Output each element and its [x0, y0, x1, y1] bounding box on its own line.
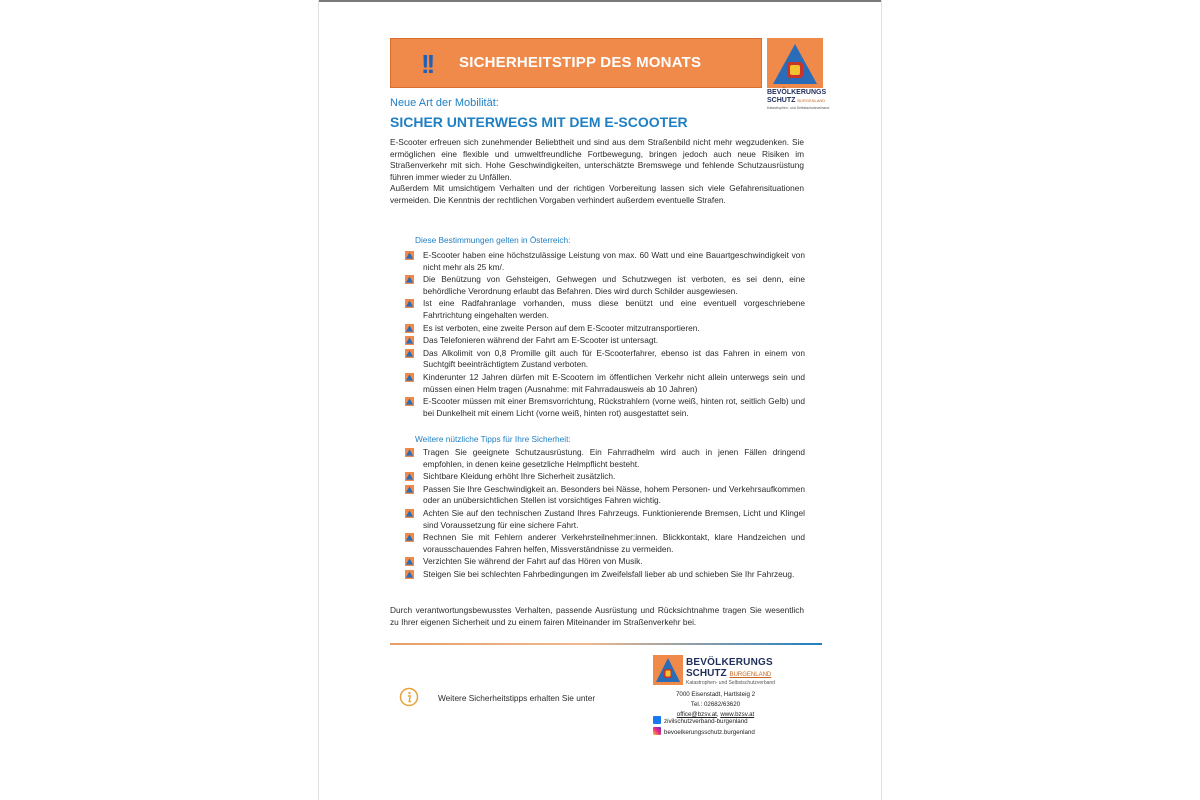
footer-logo-region: BURGENLAND	[729, 672, 772, 678]
facebook-handle: zivilschutzverband-burgenland	[664, 718, 748, 725]
triangle-bullet-icon	[405, 336, 414, 345]
list-item	[405, 298, 805, 321]
page-right-edge	[881, 0, 882, 800]
list-item	[405, 396, 805, 419]
logo-region: BURGENLAND	[797, 98, 826, 103]
footer-info-text: Weitere Sicherheitstipps erhalten Sie unter	[438, 693, 596, 703]
logo-line-2	[767, 97, 825, 104]
list-item	[405, 532, 805, 555]
list-item-text: E-Scooter haben eine höchstzulässige Leistung von max. 60 Watt und eine Bauartgeschwindigkeit von nicht mehr als 25 km/.	[423, 250, 805, 272]
tips-list	[405, 447, 805, 582]
list-item-text: Das Alkolimit von 0,8 Promille gilt auch für E-Scooterfahrer, ebenso ist das Fahren in einem von Suchtgift beeinträchtigtem Zustand verboten.	[423, 347, 805, 370]
instagram-handle: bevoelkerungsschutz.burgenland	[664, 729, 755, 736]
triangle-bullet-icon	[405, 251, 414, 260]
page-title: SICHER UNTERWEGS MIT DEM E-SCOOTER	[390, 114, 688, 130]
list-item	[405, 372, 805, 395]
section-title-tips: Weitere nützliche Tipps für Ihre Sicherheit:	[415, 434, 571, 444]
regulations-list	[405, 250, 805, 420]
list-item	[405, 250, 805, 273]
header-banner	[390, 38, 762, 88]
footer-logo-emblem	[653, 655, 683, 685]
triangle-emblem-icon	[653, 655, 683, 685]
organization-logo	[767, 38, 830, 118]
footer-instagram[interactable]	[653, 727, 755, 736]
kicker-text: Neue Art der Mobilität:	[390, 97, 499, 109]
list-item-text: Das Telefonieren während der Fahrt am E-Scooter ist untersagt.	[423, 335, 659, 346]
footer-email-link[interactable]: office@bzsv.at	[676, 711, 717, 718]
footer-logo-subline: Katastrophen- und Selbstschutzverband	[686, 680, 775, 686]
instagram-icon	[653, 727, 661, 735]
page-left-edge	[318, 0, 319, 800]
footer-phone: Tel.: 02682/63620	[690, 701, 741, 708]
list-item-text: Tragen Sie geeignete Schutzausrüstung. Ein Fahrradhelm wird auch in jenen Fällen dringend empfohlen, in denen keine gesetzliche Helmpflicht besteht.	[423, 447, 805, 469]
triangle-bullet-icon	[405, 570, 414, 579]
triangle-bullet-icon	[405, 533, 414, 542]
footer-logo-line-1: BEVÖLKERUNGS	[686, 657, 773, 668]
triangle-bullet-icon	[405, 373, 414, 382]
list-item-text: Kinderunter 12 Jahren dürfen mit E-Scootern im öffentlichen Verkehr nicht allein unterwegs sein und müssen einen Helm tragen (Ausnahme: mit Fahrradausweis ab 10 Jahren)	[423, 371, 805, 394]
list-item-text: Passen Sie Ihre Geschwindigkeit an. Besonders bei Nässe, hohem Personen- und Verkehrsaufkommen oder an unübersichtlichen Stellen ist vorsichtiges Fahren wichtig.	[423, 483, 805, 506]
triangle-bullet-icon	[405, 299, 414, 308]
section-title-regulations: Diese Bestimmungen gelten in Österreich:	[415, 235, 571, 245]
list-item-text: Verzichten Sie während der Fahrt auf das Hören von Musik.	[423, 556, 643, 567]
list-item	[405, 274, 805, 297]
intro-paragraph-1: E-Scooter erfreuen sich zunehmender Beliebtheit und sind aus dem Straßenbild nicht mehr wegzudenken. Sie ermöglichen eine flexible und umweltfreundliche Fortbewegung, bringen jedoch auch neue Risiken im Straßenverkehr mit sich. Hohe Geschwindigkeiten, unterschätzte Bremswege und fehlende Schutzausrüstung führen immer wieder zu Unfällen.	[390, 137, 804, 182]
list-item-text: Steigen Sie bei schlechten Fahrbedingungen im Zweifelsfall lieber ab und schieben Sie Ihr Fahrzeug.	[423, 568, 795, 579]
list-item	[405, 569, 805, 581]
list-item	[405, 348, 805, 371]
footer-logo-line-2-text: SCHUTZ	[686, 668, 727, 679]
logo-line-2-text: SCHUTZ	[767, 97, 796, 104]
triangle-bullet-icon	[405, 324, 414, 333]
list-item	[405, 508, 805, 531]
footer-divider	[390, 643, 822, 645]
page-top-border	[318, 0, 882, 2]
triangle-bullet-icon	[405, 472, 414, 481]
logo-line-1: BEVÖLKERUNGS	[767, 89, 827, 96]
triangle-bullet-icon	[405, 485, 414, 494]
logo-emblem	[767, 38, 823, 88]
triangle-bullet-icon	[405, 397, 414, 406]
list-item-text: Ist eine Radfahranlage vorhanden, muss diese benützt und eine eventuell vorgeschriebene Fahrtrichtung eingehalten werden.	[423, 298, 805, 320]
list-item	[405, 323, 805, 335]
intro-text	[390, 137, 804, 207]
footer-web-link[interactable]: www.bzsv.at	[720, 711, 755, 718]
list-item-text: Sichtbare Kleidung erhöht Ihre Sicherheit zusätzlich.	[423, 471, 616, 482]
triangle-bullet-icon	[405, 349, 414, 358]
list-item-text: Achten Sie auf den technischen Zustand Ihres Fahrzeugs. Funktionierende Bremsen, Licht und Klingel sind Voraussetzung für eine sichere Fahrt.	[423, 507, 805, 530]
logo-subline: Katastrophen- und Selbstschutzverband	[767, 106, 830, 110]
triangle-bullet-icon	[405, 275, 414, 284]
double-exclamation-icon: !!	[421, 49, 433, 79]
triangle-bullet-icon	[405, 557, 414, 566]
facebook-icon	[653, 716, 661, 724]
list-item-text: Es ist verboten, eine zweite Person auf dem E-Scooter mitzutransportieren.	[423, 322, 700, 333]
list-item-text: Rechnen Sie mit Fehlern anderer Verkehrsteilnehmer:innen. Blickkontakt, klare Handzeichen und vorausschauendes Fahren helfen, Missverständnisse zu vermeiden.	[423, 532, 805, 554]
footer-facebook[interactable]	[653, 716, 748, 725]
triangle-bullet-icon	[405, 509, 414, 518]
list-item-text: Die Benützung von Gehsteigen, Gehwegen und Schutzwegen ist verboten, es sei denn, eine behördliche Verordnung erlaubt das Befahren. Dies wird durch Schilder ausgewiesen.	[423, 274, 805, 296]
list-item	[405, 335, 805, 347]
closing-paragraph: Durch verantwortungsbewusstes Verhalten, passende Ausrüstung und Rücksichtnahme tragen Sie wesentlich zu Ihrer eigenen Sicherheit und zu einem fairen Miteinander im Straßenverkehr bei.	[390, 605, 804, 627]
footer-logo	[653, 655, 775, 689]
intro-paragraph-2: Außerdem Mit umsichtigem Verhalten und der richtigen Vorbereitung lassen sich viele Gefahrensituationen vermeiden. Die Kenntnis der rechtlichen Vorgaben verhindert außerdem eventuelle Strafen.	[390, 183, 804, 205]
banner-title: SICHERHEITSTIPP DES MONATS	[459, 54, 702, 71]
footer-address: 7000 Eisenstadt, Hartlsteig 2	[675, 691, 756, 698]
footer-logo-line-2	[686, 668, 771, 679]
list-item	[405, 484, 805, 507]
list-item	[405, 447, 805, 470]
list-item-text: E-Scooter müssen mit einer Bremsvorrichtung, Rückstrahlern (vorne weiß, hinten rot, seitlich Gelb) und bei Dunkelheit mit einem Licht (vorne weiß, hinten rot) ausgestattet sein.	[423, 396, 805, 418]
triangle-emblem-icon	[767, 38, 823, 88]
triangle-bullet-icon	[405, 448, 414, 457]
info-icon	[399, 687, 419, 707]
list-item	[405, 556, 805, 568]
footer-contact-links: office@bzsv.at, www.bzsv.at	[676, 711, 755, 718]
list-item	[405, 471, 805, 483]
